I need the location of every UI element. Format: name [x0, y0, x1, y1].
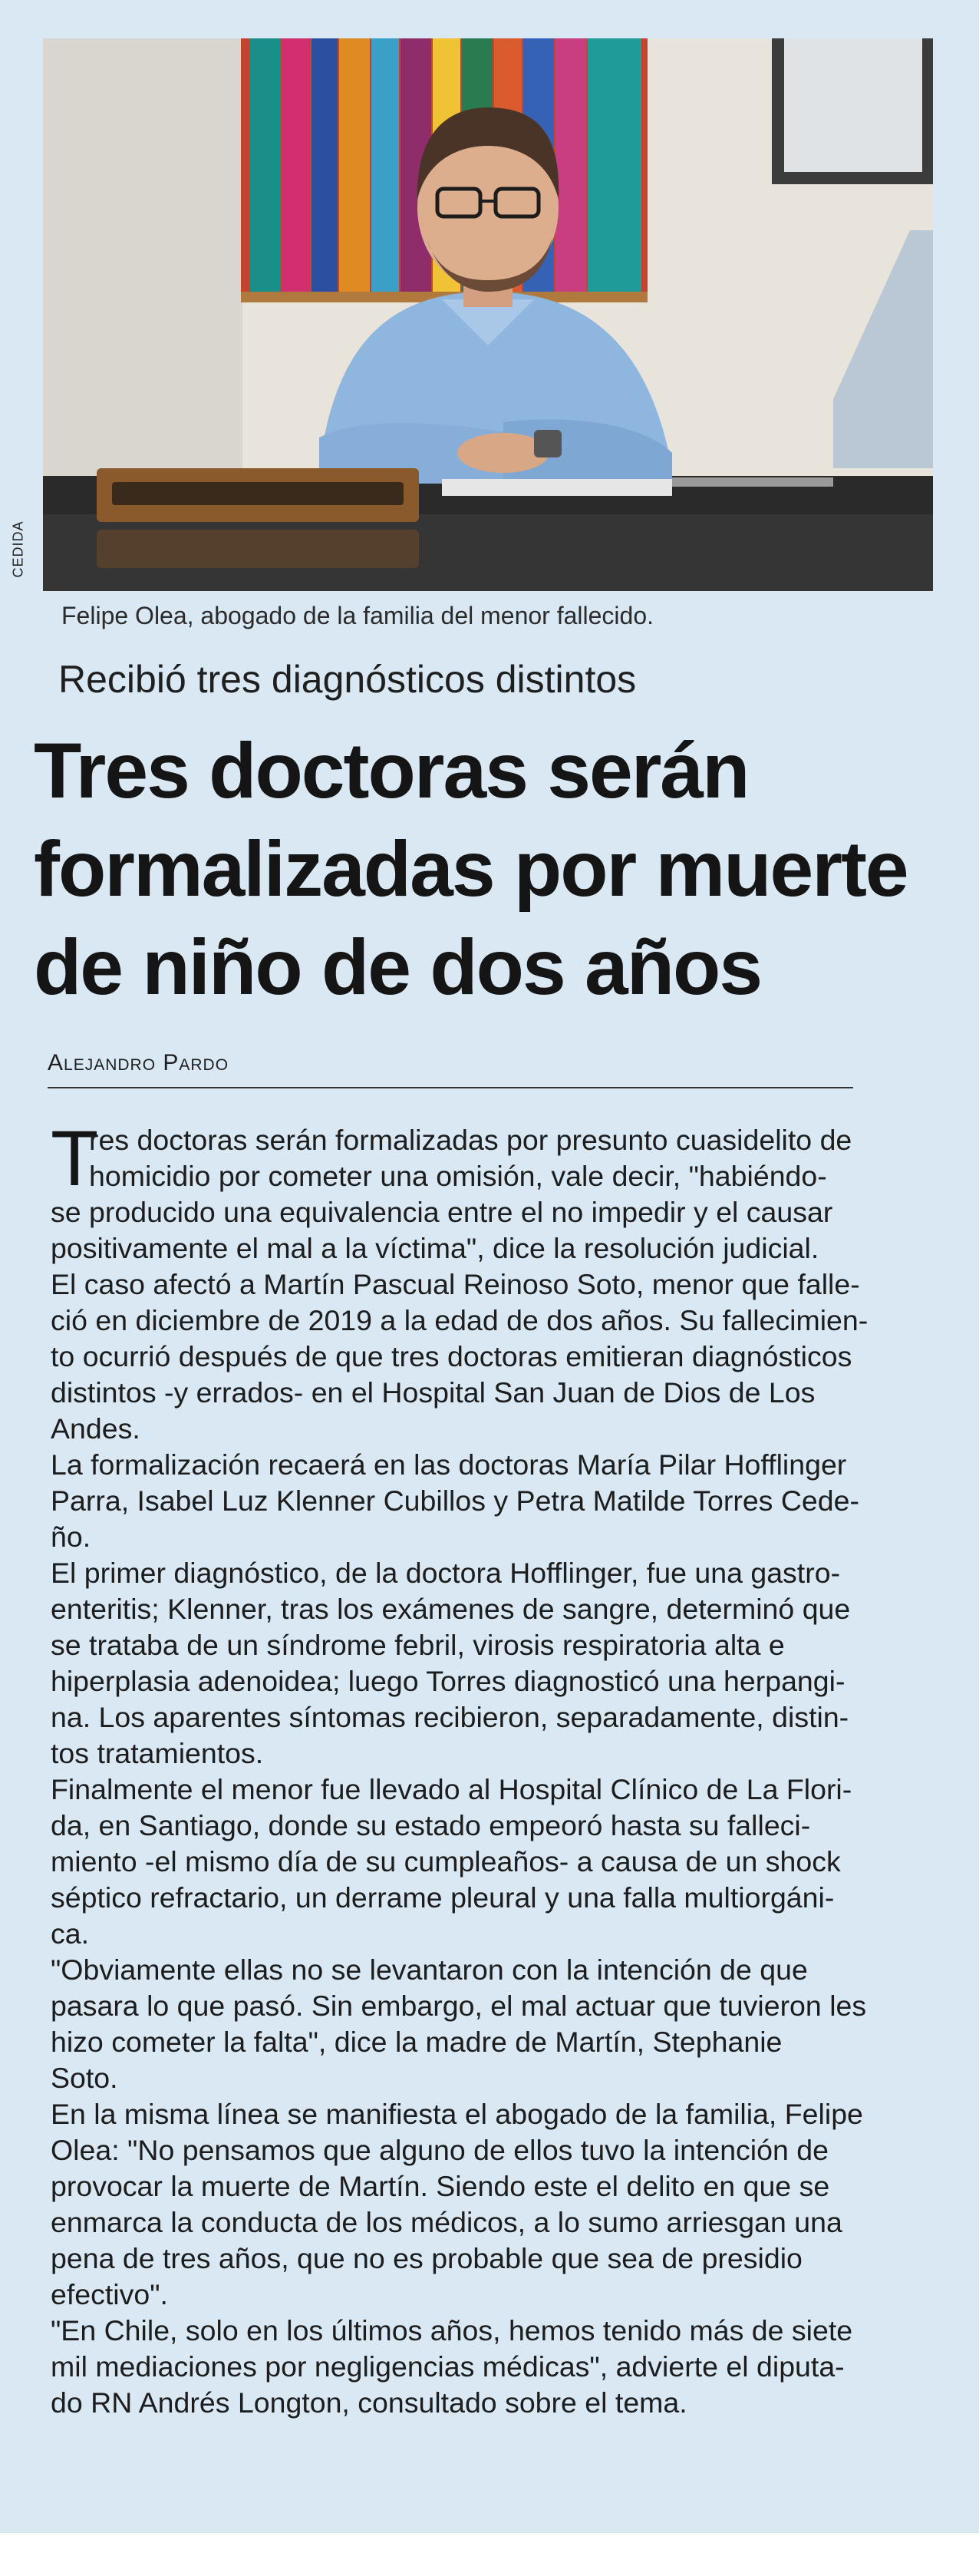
- body-line: efectivo".: [51, 2278, 168, 2310]
- byline-rule: [48, 1087, 853, 1088]
- body-line: El caso afectó a Martín Pascual Reinoso Soto, menor que falle-: [51, 1268, 860, 1300]
- body-line: hiperplasia adenoidea; luego Torres diagnosticó una herpangi-: [51, 1665, 846, 1697]
- article-body: [51, 1115, 948, 2421]
- body-line: positivamente el mal a la víctima", dice la resolución judicial.: [51, 1232, 819, 1264]
- body-line: hizo cometer la falta", dice la madre de Martín, Stephanie: [51, 2026, 783, 2058]
- body-line: distintos -y errados- en el Hospital San Juan de Dios de Los: [51, 1376, 816, 1409]
- body-line: ño.: [51, 1521, 91, 1553]
- body-line: séptico refractario, un derrame pleural y una falla multiorgáni-: [51, 1881, 835, 1914]
- photo-caption: Felipe Olea, abogado de la familia del menor fallecido.: [61, 602, 654, 629]
- body-line: homicidio por cometer una omisión, vale decir, "habiéndo-: [89, 1160, 827, 1192]
- body-line: se producido una equivalencia entre el no impedir y el causar: [51, 1196, 833, 1228]
- article-kicker: Recibió tres diagnósticos distintos: [58, 658, 637, 701]
- body-line: Andes.: [51, 1412, 140, 1445]
- body-line: Olea: "No pensamos que alguno de ellos tuvo la intención de: [51, 2134, 829, 2166]
- article-byline: Alejandro Pardo: [48, 1050, 229, 1075]
- photo-credit: CEDIDA: [10, 520, 26, 578]
- article-photo: [43, 38, 933, 591]
- body-line: La formalización recaerá en las doctoras María Pilar Hofflinger: [51, 1448, 847, 1481]
- body-line: do RN Andrés Longton, consultado sobre el tema.: [51, 2386, 687, 2419]
- body-line: se trataba de un síndrome febril, virosis respiratoria alta e: [51, 1629, 785, 1661]
- body-line: miento -el mismo día de su cumpleaños- a causa de un shock: [51, 1845, 841, 1878]
- body-line: res doctoras serán formalizadas por presunto cuasidelito de: [89, 1124, 852, 1156]
- body-line: Parra, Isabel Luz Klenner Cubillos y Petra Matilde Torres Cede-: [51, 1485, 859, 1517]
- body-line: En la misma línea se manifiesta el abogado de la familia, Felipe: [51, 2098, 863, 2130]
- body-line: tos tratamientos.: [51, 1737, 264, 1769]
- body-line: pena de tres años, que no es probable que sea de presidio: [51, 2242, 803, 2274]
- drop-cap: T: [51, 1115, 99, 1202]
- body-line: Soto.: [51, 2062, 118, 2094]
- body-line: ció en diciembre de 2019 a la edad de dos años. Su fallecimien-: [51, 1304, 869, 1336]
- headline-line: Tres doctoras serán: [34, 727, 749, 814]
- body-line: Finalmente el menor fue llevado al Hospital Clínico de La Flori-: [51, 1773, 852, 1805]
- article-headline: [34, 722, 954, 1016]
- body-line: mil mediaciones por negligencias médicas", advierte el diputa-: [51, 2350, 845, 2383]
- body-line: enmarca la conducta de los médicos, a lo sumo arriesgan una: [51, 2206, 842, 2238]
- body-line: provocar la muerte de Martín. Siendo este el delito en que se: [51, 2170, 830, 2202]
- body-line: na. Los aparentes síntomas recibieron, separadamente, distin-: [51, 1701, 849, 1733]
- body-line: "En Chile, solo en los últimos años, hemos tenido más de siete: [51, 2314, 853, 2346]
- body-line: El primer diagnóstico, de la doctora Hofflinger, fue una gastro-: [51, 1557, 841, 1589]
- headline-line: de niño de dos años: [34, 923, 762, 1011]
- body-line: ca.: [51, 1917, 90, 1950]
- headline-line: formalizadas por muerte: [34, 825, 908, 913]
- body-line: enteritis; Klenner, tras los exámenes de sangre, determinó que: [51, 1593, 851, 1625]
- body-line: da, en Santiago, donde su estado empeoró hasta su falleci-: [51, 1809, 811, 1841]
- body-line: to ocurrió después de que tres doctoras emitieran diagnósticos: [51, 1340, 852, 1372]
- body-line: pasara lo que pasó. Sin embargo, el mal actuar que tuvieron les: [51, 1990, 867, 2022]
- body-line: "Obviamente ellas no se levantaron con la intención de que: [51, 1953, 808, 1986]
